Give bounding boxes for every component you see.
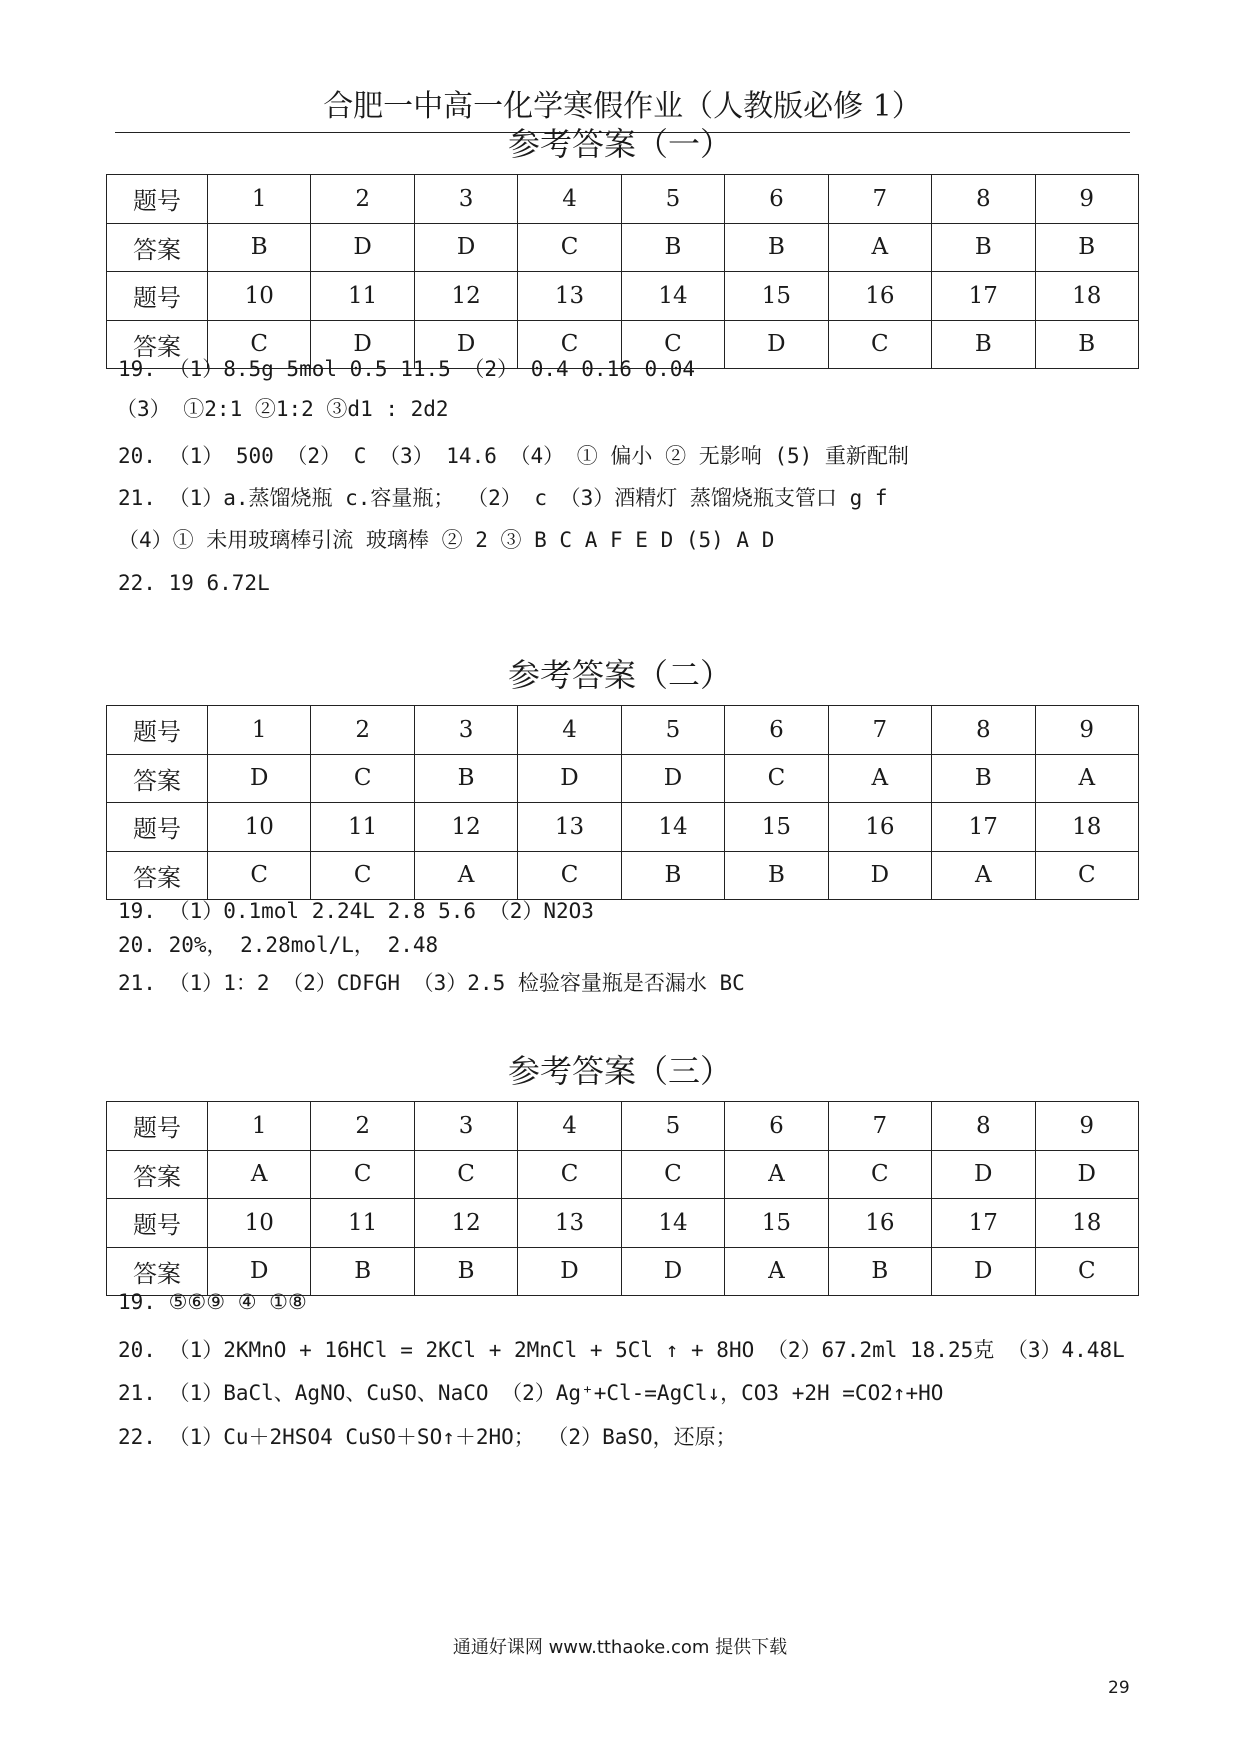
table-cell: 7 [828,1102,931,1151]
table-cell: 12 [414,1199,517,1248]
table-cell: 6 [725,706,828,755]
table-cell: D [1035,1150,1139,1199]
row-label: 题号 [107,272,208,321]
row-label: 答案 [107,851,208,900]
table-cell: 7 [828,175,931,224]
table-cell: 2 [311,175,414,224]
table-cell: B [208,223,311,272]
page-header: 合肥一中高一化学寒假作业（人教版必修 1） [115,82,1130,133]
table-cell: 5 [621,706,724,755]
answer-line: 20. （1） 500 （2） C （3） 14.6 （4） ① 偏小 ② 无影响 (5) 重新配制 [118,444,909,468]
table-cell: 17 [932,1199,1035,1248]
table-cell: 13 [518,272,621,321]
answer-table-2 [106,705,1139,900]
row-label: 题号 [107,706,208,755]
table-cell: D [208,1247,311,1296]
table-cell: 9 [1035,175,1139,224]
answer-line: 20. （1）2KMnO + 16HCl = 2KCl + 2MnCl + 5Cl ↑ + 8HO （2）67.2ml 18.25克 （3）4.48L [118,1338,1125,1362]
table-cell: 5 [621,175,724,224]
table-cell: 10 [208,272,311,321]
answer-line: 19. ⑤⑥⑨ ④ ①⑧ [118,1290,307,1314]
table-cell: 15 [725,272,828,321]
table-cell: C [828,1150,931,1199]
answer-line: 21. （1）a.蒸馏烧瓶 c.容量瓶； （2） c （3）酒精灯 蒸馏烧瓶支管口 g f [118,486,888,510]
table-cell: B [932,320,1035,369]
table-cell: D [518,754,621,803]
table-cell: C [518,1150,621,1199]
table-cell: 2 [311,1102,414,1151]
table-cell: D [414,320,517,369]
table-row [107,175,1139,224]
table-cell: B [932,754,1035,803]
table-cell: B [828,1247,931,1296]
table-cell: 8 [932,706,1035,755]
table-cell: 5 [621,1102,724,1151]
table-cell: 3 [414,175,517,224]
table-cell: 16 [828,803,931,852]
table-cell: D [414,223,517,272]
table-row [107,851,1139,900]
table-cell: 3 [414,706,517,755]
table-cell: A [725,1150,828,1199]
table-cell: 10 [208,1199,311,1248]
table-cell: C [518,223,621,272]
table-cell: A [208,1150,311,1199]
table-cell: C [311,851,414,900]
row-label: 答案 [107,1150,208,1199]
table-cell: D [932,1150,1035,1199]
table-cell: 4 [518,175,621,224]
answer-line: 22. （1）Cu＋2HSO4 CuSO＋SO↑＋2HO； （2）BaSO，还原； [118,1425,737,1449]
table-cell: B [621,851,724,900]
answer-line: 21. （1）BaCl、AgNO、CuSO、NaCO （2）Ag⁺+Cl-=AgCl↓，CO3 +2H =CO2↑+HO [118,1381,944,1405]
section-title-3: 参考答案（三） [507,1052,732,1090]
row-label: 答案 [107,754,208,803]
table-row [107,1199,1139,1248]
row-label: 答案 [107,320,208,369]
table-cell: B [932,223,1035,272]
table-cell: 3 [414,1102,517,1151]
answer-line: 20. 20%， 2.28mol/L， 2.48 [118,933,439,957]
table-row [107,1247,1139,1296]
answer-line: 21. （1）1：2 （2）CDFGH （3）2.5 检验容量瓶是否漏水 BC [118,971,745,995]
table-row [107,1102,1139,1151]
section-title-1: 参考答案（一） [507,125,732,163]
page-number: 29 [1108,1678,1130,1698]
answer-line: （4）① 未用玻璃棒引流 玻璃棒 ② 2 ③ B C A F E D (5) A D [118,528,775,552]
table-cell: A [414,851,517,900]
table-cell: 2 [311,706,414,755]
table-cell: D [828,851,931,900]
row-label: 答案 [107,1247,208,1296]
table-cell: C [208,320,311,369]
table-cell: 6 [725,1102,828,1151]
footer-source: 通通好课网 www.tthaoke.com 提供下载 [452,1637,788,1658]
table-cell: 1 [208,175,311,224]
table-cell: 17 [932,272,1035,321]
table-cell: 15 [725,803,828,852]
table-cell: 13 [518,803,621,852]
table-cell: B [1035,223,1139,272]
table-cell: D [621,754,724,803]
table-cell: A [725,1247,828,1296]
table-cell: D [725,320,828,369]
table-cell: 17 [932,803,1035,852]
table-cell: C [414,1150,517,1199]
table-cell: B [311,1247,414,1296]
table-cell: C [1035,851,1139,900]
table-cell: 16 [828,1199,931,1248]
table-row [107,223,1139,272]
table-cell: D [621,1247,724,1296]
table-cell: 13 [518,1199,621,1248]
table-cell: 1 [208,1102,311,1151]
table-cell: 12 [414,272,517,321]
table-cell: C [1035,1247,1139,1296]
table-cell: C [725,754,828,803]
table-cell: B [414,1247,517,1296]
table-cell: 9 [1035,1102,1139,1151]
table-cell: C [208,851,311,900]
answer-line: 19. （1）8.5g 5mol 0.5 11.5 （2） 0.4 0.16 0.04 [118,357,696,381]
table-cell: 14 [621,1199,724,1248]
table-cell: C [518,851,621,900]
table-cell: 15 [725,1199,828,1248]
row-label: 题号 [107,803,208,852]
table-cell: 18 [1035,272,1139,321]
table-cell: B [1035,320,1139,369]
table-row [107,803,1139,852]
table-cell: A [828,754,931,803]
table-cell: C [311,1150,414,1199]
table-cell: B [725,223,828,272]
row-label: 题号 [107,1199,208,1248]
answer-table-1 [106,174,1139,369]
table-cell: A [828,223,931,272]
table-cell: 7 [828,706,931,755]
table-cell: 18 [1035,803,1139,852]
table-cell: 4 [518,706,621,755]
table-row [107,706,1139,755]
table-cell: D [208,754,311,803]
section-title-2: 参考答案（二） [507,656,732,694]
table-cell: C [621,1150,724,1199]
table-cell: 6 [725,175,828,224]
table-cell: 9 [1035,706,1139,755]
table-cell: C [828,320,931,369]
table-cell: B [725,851,828,900]
table-cell: 12 [414,803,517,852]
table-cell: 11 [311,272,414,321]
table-cell: 8 [932,1102,1035,1151]
answer-line: 19. （1）0.1mol 2.24L 2.8 5.6 （2）N2O3 [118,899,594,923]
table-cell: D [932,1247,1035,1296]
row-label: 答案 [107,223,208,272]
answer-line: 22. 19 6.72L [118,571,270,595]
table-cell: D [518,1247,621,1296]
answer-table-3 [106,1101,1139,1296]
table-row [107,754,1139,803]
table-cell: D [311,223,414,272]
answer-line: （3） ①2:1 ②1:2 ③d1 : 2d2 [116,397,449,421]
table-cell: 11 [311,1199,414,1248]
table-cell: A [1035,754,1139,803]
table-cell: C [311,754,414,803]
table-row [107,1150,1139,1199]
table-cell: 11 [311,803,414,852]
row-label: 题号 [107,1102,208,1151]
table-cell: 10 [208,803,311,852]
table-cell: C [621,320,724,369]
table-cell: 8 [932,175,1035,224]
table-cell: A [932,851,1035,900]
table-cell: B [621,223,724,272]
table-row [107,272,1139,321]
table-cell: B [414,754,517,803]
table-cell: D [311,320,414,369]
table-cell: 18 [1035,1199,1139,1248]
table-cell: 4 [518,1102,621,1151]
row-label: 题号 [107,175,208,224]
table-cell: C [518,320,621,369]
table-cell: 14 [621,803,724,852]
table-cell: 1 [208,706,311,755]
table-cell: 16 [828,272,931,321]
table-cell: 14 [621,272,724,321]
